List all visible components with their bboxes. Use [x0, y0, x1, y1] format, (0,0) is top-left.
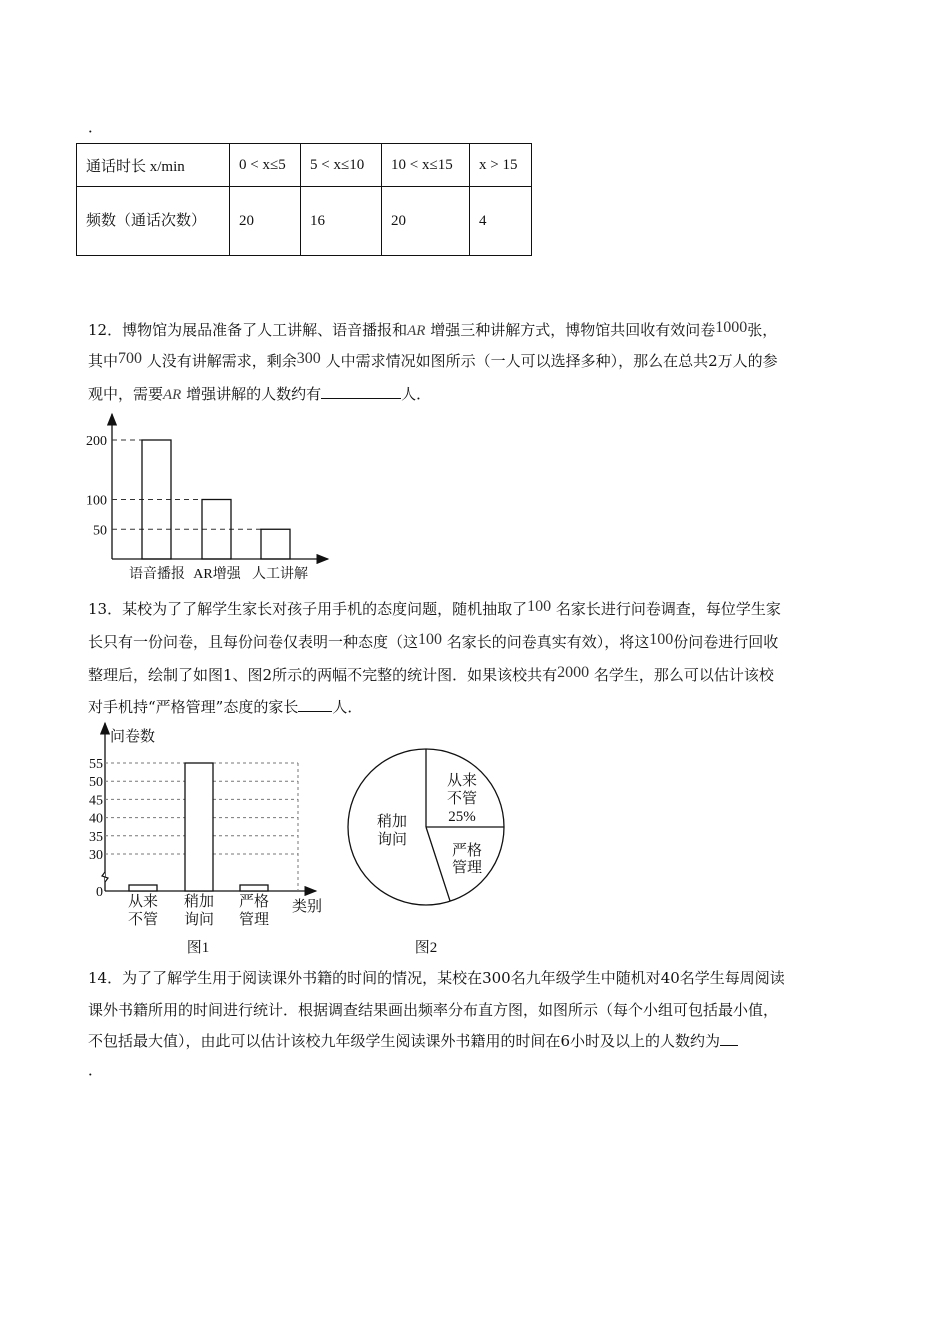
text-segment: 课外书籍所用的时间进行统计．根据调查结果画出频率分布直方图，如图所示（每个小组可包括最小值，	[88, 1001, 779, 1019]
x-axis-label: 类别	[292, 899, 323, 915]
slice-label: 询问	[376, 832, 408, 848]
y-tick-label: 45	[89, 793, 103, 809]
slice-divider	[426, 827, 450, 901]
q13-pie-chart	[348, 749, 504, 956]
text-segment: 人．	[332, 698, 363, 716]
table-cell: 16	[301, 187, 382, 256]
italic-term: AR	[163, 387, 182, 403]
y-tick-label: 40	[89, 811, 103, 827]
inline-number: 300	[296, 350, 321, 367]
text-segment: 名家长的问卷真实有效），将这	[442, 633, 650, 651]
text-segment: 对手机持“严格管理”态度的家长	[88, 698, 299, 716]
text-segment: 长只有一份问卷，且每份问卷仅表明一种态度（这	[88, 633, 419, 651]
x-tick-label: 管理	[238, 912, 270, 928]
inline-number: 700	[118, 350, 143, 367]
slice-label: 严格	[451, 843, 483, 859]
inline-number: 2000	[557, 664, 590, 681]
slice-value-label: 25%	[448, 809, 476, 825]
x-tick-label: 不管	[127, 912, 159, 928]
bar	[185, 763, 213, 891]
inline-number: 100	[418, 631, 443, 648]
y-tick-label: 100	[86, 493, 107, 509]
y-tick-label: 50	[93, 523, 107, 539]
table-cell: 20	[382, 187, 470, 256]
text-segment: 观中，需要	[88, 385, 164, 403]
bar	[261, 529, 290, 559]
x-tick-label: 严格	[238, 894, 270, 910]
slice-label: 管理	[451, 860, 483, 876]
table-header-cell: 10 < x≤15	[382, 144, 470, 187]
table-header-cell: 5 < x≤10	[301, 144, 382, 187]
text-segment: 12．博物馆为展品准备了人工讲解、语音播报和	[88, 321, 408, 339]
y-tick-label: 50	[89, 775, 103, 791]
table-cell: 4	[470, 187, 532, 256]
x-tick-label: 询问	[183, 912, 215, 928]
slice-label: 不管	[446, 791, 478, 807]
text-segment: 人中需求情况如图所示（一人可以选择多种），那么在总共2万人的参	[320, 352, 778, 370]
y-tick-label: 55	[89, 757, 103, 772]
inline-number: 100	[527, 598, 552, 615]
text-segment: 份问卷进行回收	[673, 633, 779, 651]
table-header-cell: x > 15	[470, 144, 532, 187]
text-segment: 整理后，绘制了如图1、图2所示的两幅不完整的统计图．如果该校共有	[88, 666, 558, 684]
y-tick-label: 0	[96, 885, 103, 900]
text-segment: 不包括最大值），由此可以估计该校九年级学生阅读课外书籍用的时间在6小时及以上的人数约为	[88, 1032, 721, 1050]
leading-dot: ．	[88, 118, 104, 136]
y-axis-label: 问卷数	[110, 729, 156, 745]
bar	[129, 885, 157, 891]
table-header-cell: 0 < x≤5	[230, 144, 301, 187]
table-cell: 频数（通话次数）	[77, 187, 230, 256]
inline-number: 100	[649, 631, 674, 648]
y-tick-label: 30	[89, 848, 103, 863]
inline-number: 1000	[715, 319, 748, 336]
y-tick-label: 200	[86, 434, 107, 449]
text-segment: 名家长进行问卷调查，每位学生家	[551, 600, 781, 618]
text-segment: 13．某校为了了解学生家长对孩子用手机的态度问题，随机抽取了	[88, 600, 528, 618]
text-segment: 增强三种讲解方式，博物馆共回收有效问卷	[425, 321, 716, 339]
text-segment: 张，	[747, 321, 778, 339]
q12-bar-chart	[86, 414, 328, 582]
text-segment: ．	[88, 1061, 104, 1079]
slice-label: 从来	[446, 773, 478, 789]
x-tick-label: AR增强	[193, 567, 241, 582]
text-segment: 名学生，那么可以估计该校	[589, 666, 774, 684]
q13-bar-chart	[89, 723, 322, 956]
italic-term: AR	[407, 323, 426, 339]
table-header-cell: 通话时长 x/min	[77, 144, 230, 187]
x-tick-label: 语音播报	[129, 567, 185, 582]
x-tick-label: 稍加	[183, 894, 215, 910]
slice-label: 稍加	[376, 814, 408, 830]
text-segment: 其中	[88, 352, 119, 370]
text-segment: 增强讲解的人数约有	[181, 385, 322, 403]
figure-caption: 图1	[186, 940, 210, 956]
x-tick-label: 人工讲解	[252, 567, 308, 582]
text-segment: 人没有讲解需求，剩余	[142, 352, 297, 370]
text-segment: 14．为了了解学生用于阅读课外书籍的时间的情况，某校在300名九年级学生中随机对40名学生每周阅读	[88, 969, 785, 987]
bar	[240, 885, 268, 891]
table-cell: 20	[230, 187, 301, 256]
text-segment: 人．	[401, 385, 432, 403]
x-tick-label: 从来	[127, 894, 159, 910]
axis-break-icon	[102, 872, 108, 882]
y-tick-label: 35	[89, 829, 103, 845]
figure-caption: 图2	[414, 940, 438, 956]
